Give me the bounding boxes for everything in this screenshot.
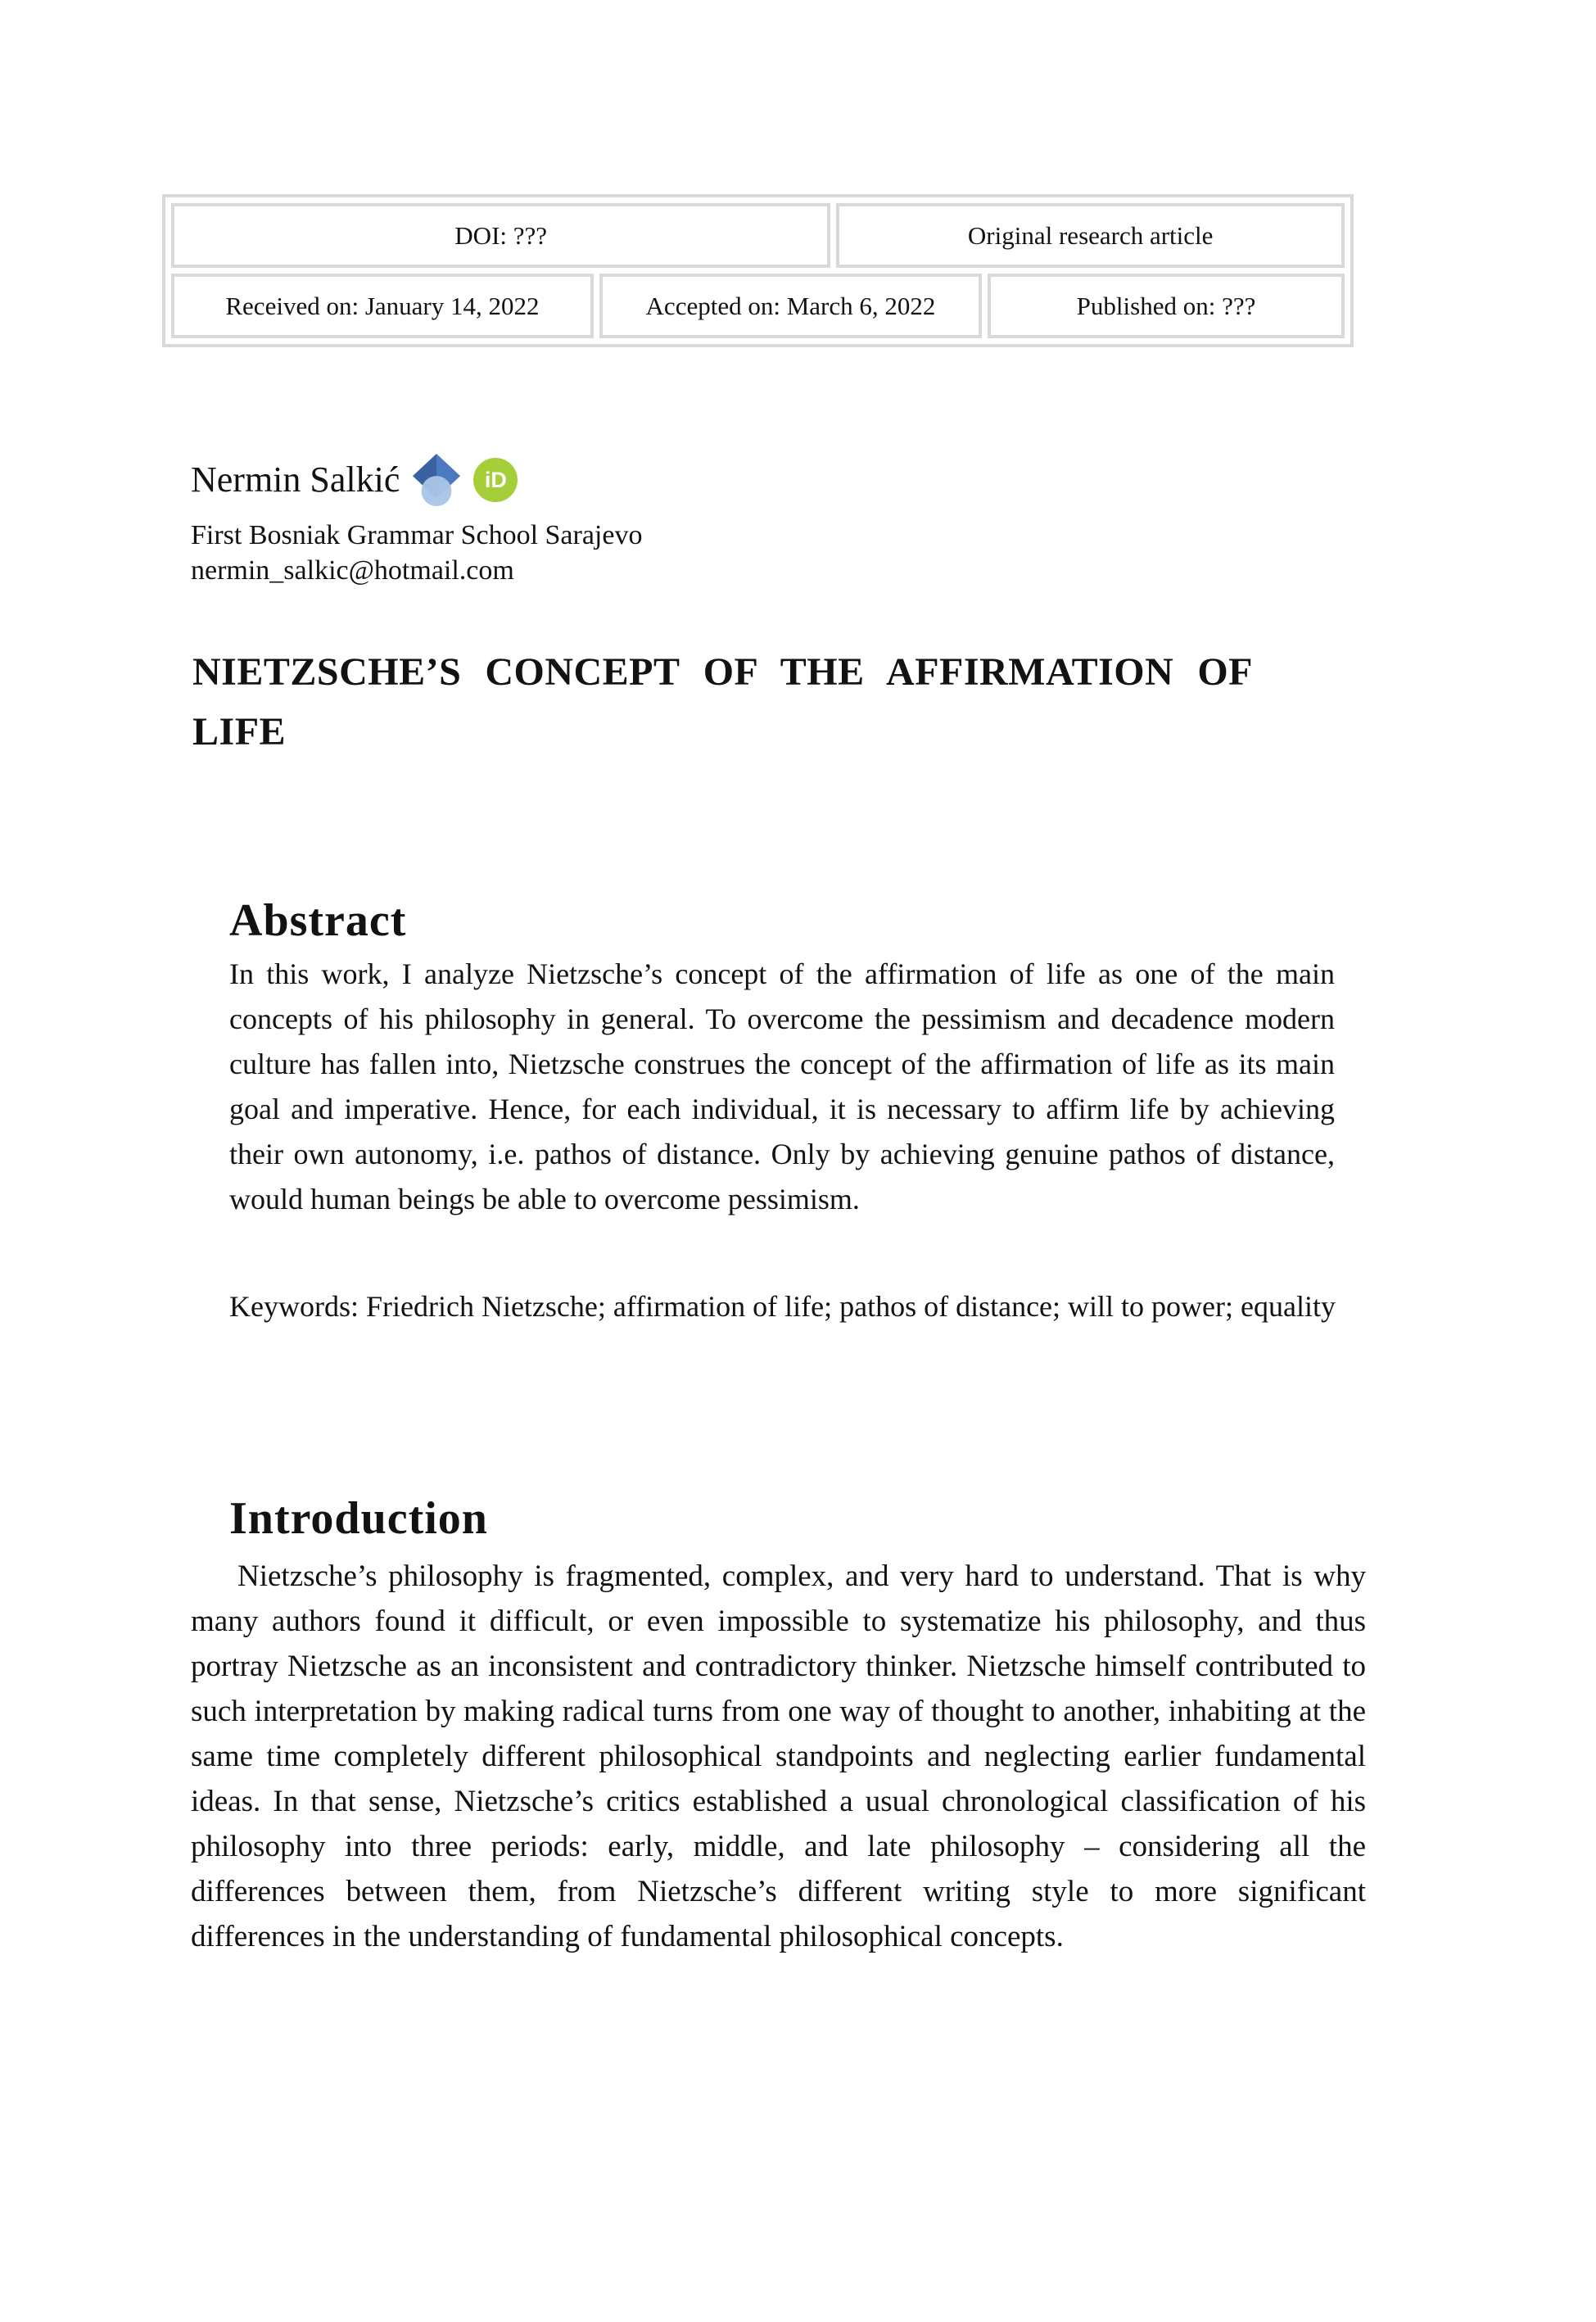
published-date-cell: Published on: ???	[988, 274, 1345, 338]
received-date-cell: Received on: January 14, 2022	[171, 274, 594, 338]
author-email[interactable]: nermin_salkic@hotmail.com	[191, 555, 514, 586]
keywords-list: Friedrich Nietzsche; affirmation of life; pathos of distance; will to power; equality	[365, 1290, 1336, 1323]
article-title: NIETZSCHE’S CONCEPT OF THE AFFIRMATION OF LIFE	[192, 650, 1253, 754]
author-block	[191, 452, 642, 588]
article-meta-table	[162, 194, 1354, 347]
keywords	[229, 1284, 1343, 1329]
accepted-date-cell: Accepted on: March 6, 2022	[599, 274, 982, 338]
doi-cell: DOI: ???	[171, 203, 830, 268]
orcid-icon[interactable]: iD	[473, 458, 518, 502]
meta-table-row	[171, 203, 1345, 268]
author-affiliation: First Bosniak Grammar School Sarajevo	[191, 520, 643, 550]
author-name: Nermin Salkić	[191, 459, 400, 500]
article-type-cell: Original research article	[836, 203, 1345, 268]
graduation-cap-icon[interactable]	[411, 452, 462, 508]
abstract-heading: Abstract	[229, 895, 407, 947]
abstract-text: In this work, I analyze Nietzsche’s concept of the affirmation of life as one of the main concepts of his philosophy in general. To overcome the pessimism and decadence modern culture has fallen into, Nietzsche construes the concept of the affirmation of life as its main goal and imperative. Hence, for each individual, it is necessary to affirm life by achieving their own autonomy, i.e. pathos of distance. Only by achieving genuine pathos of distance, would human beings be able to overcome pessimism.	[229, 957, 1335, 1215]
introduction-paragraph: Nietzsche’s philosophy is fragmented, complex, and very hard to understand. That is why many authors found it difficult, or even impossible to systematize his philosophy, and thus portray Nietzsche as an inconsistent and contradictory thinker. Nietzsche himself contributed to such interpretation by making radical turns from one way of thought to another, inhabiting at the same time completely different philosophical standpoints and neglecting earlier fundamental ideas. In that sense, Nietzsche’s critics established a usual chronological classification of his philosophy into three periods: early, middle, and late philosophy – considering all the differences between them, from Nietzsche’s different writing style to more significant differences in the understanding of fundamental philosophical concepts.	[191, 1559, 1366, 1953]
keywords-label: Keywords:	[229, 1290, 359, 1323]
introduction-heading: Introduction	[229, 1493, 488, 1545]
meta-table-row	[171, 274, 1345, 338]
